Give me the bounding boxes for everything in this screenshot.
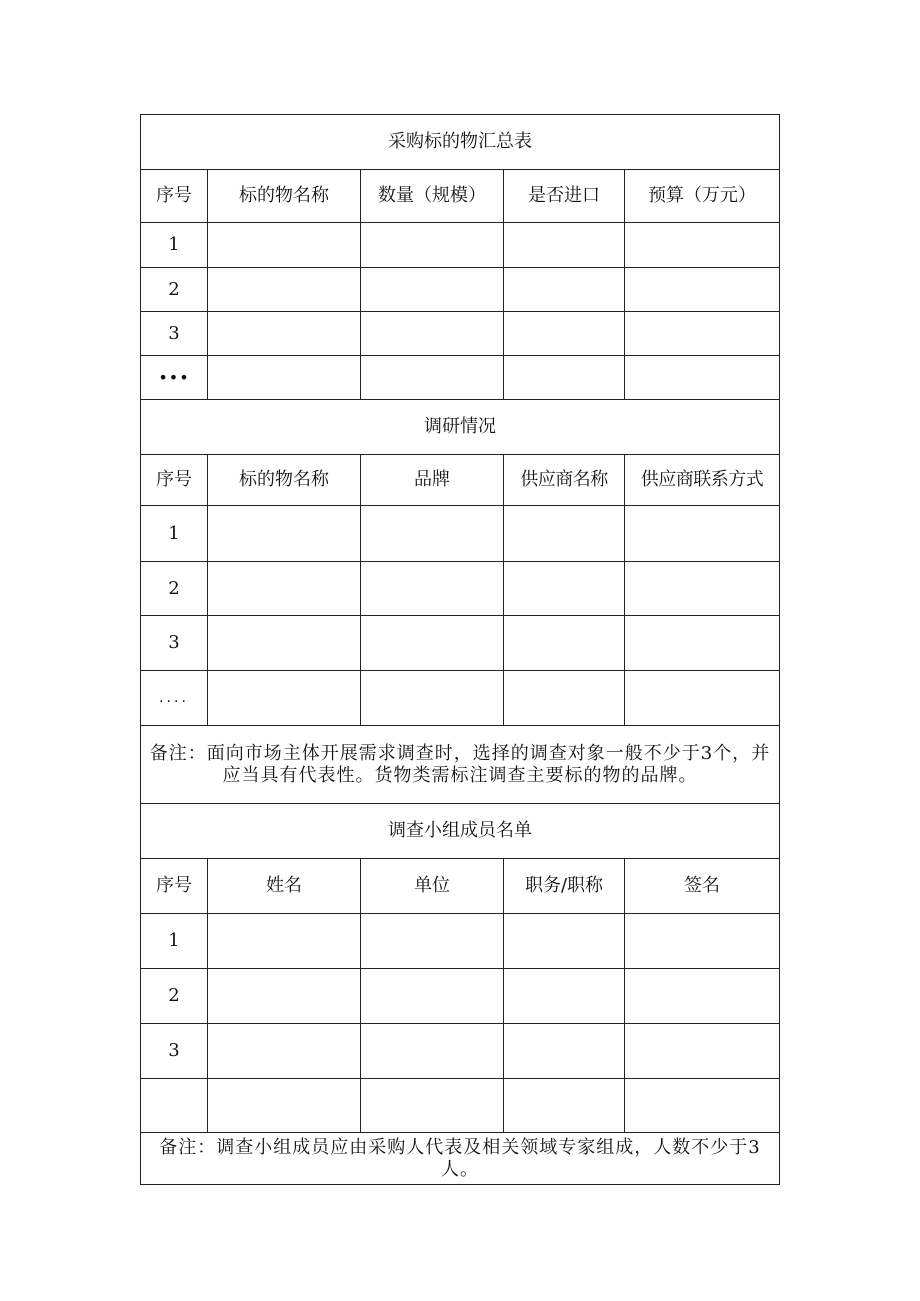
research-row-number: 3 (141, 616, 208, 671)
summary-budget-cell[interactable] (625, 356, 780, 400)
research-header-row (141, 455, 780, 506)
summary-quantity-cell[interactable] (361, 268, 504, 312)
summary-row (141, 223, 780, 268)
research-row-number: 1 (141, 506, 208, 562)
summary-header-budget: 预算（万元） (625, 170, 780, 223)
research-brand-cell[interactable] (361, 562, 504, 616)
summary-header-imported: 是否进口 (504, 170, 625, 223)
summary-title: 采购标的物汇总表 (141, 115, 780, 170)
summary-header-item-name: 标的物名称 (208, 170, 361, 223)
research-supplier-name-cell[interactable] (504, 562, 625, 616)
research-supplier-name-cell[interactable] (504, 506, 625, 562)
research-header-seq: 序号 (141, 455, 208, 506)
summary-quantity-cell[interactable] (361, 356, 504, 400)
research-header-supplier-name: 供应商名称 (504, 455, 625, 506)
summary-item-name-cell[interactable] (208, 356, 361, 400)
summary-quantity-cell[interactable] (361, 312, 504, 356)
team-unit-cell[interactable] (361, 914, 504, 969)
team-name-cell[interactable] (208, 969, 361, 1024)
research-item-name-cell[interactable] (208, 506, 361, 562)
team-note: 备注：调查小组成员应由采购人代表及相关领域专家组成，人数不少于3人。 (141, 1133, 780, 1185)
summary-budget-cell[interactable] (625, 268, 780, 312)
research-brand-cell[interactable] (361, 616, 504, 671)
team-name-cell[interactable] (208, 914, 361, 969)
team-unit-cell[interactable] (361, 969, 504, 1024)
team-signature-cell[interactable] (625, 914, 780, 969)
summary-imported-cell[interactable] (504, 356, 625, 400)
summary-imported-cell[interactable] (504, 223, 625, 268)
summary-row-number: 2 (141, 268, 208, 312)
team-row (141, 914, 780, 969)
research-row (141, 562, 780, 616)
research-row-number: .... (141, 671, 208, 726)
team-signature-cell[interactable] (625, 969, 780, 1024)
research-title: 调研情况 (141, 400, 780, 455)
summary-imported-cell[interactable] (504, 312, 625, 356)
research-header-item-name: 标的物名称 (208, 455, 361, 506)
research-row (141, 616, 780, 671)
research-header-brand: 品牌 (361, 455, 504, 506)
research-item-name-cell[interactable] (208, 562, 361, 616)
team-row (141, 1079, 780, 1133)
team-unit-cell[interactable] (361, 1024, 504, 1079)
team-position-cell[interactable] (504, 1024, 625, 1079)
team-row (141, 1024, 780, 1079)
research-header-supplier-contact: 供应商联系方式 (625, 455, 780, 506)
research-row (141, 506, 780, 562)
procurement-research-form (140, 114, 780, 1185)
research-supplier-contact-cell[interactable] (625, 562, 780, 616)
summary-row-number: 1 (141, 223, 208, 268)
team-header-row (141, 859, 780, 914)
summary-header-row (141, 170, 780, 223)
summary-header-quantity: 数量（规模） (361, 170, 504, 223)
team-header-unit: 单位 (361, 859, 504, 914)
research-note: 备注：面向市场主体开展需求调查时，选择的调查对象一般不少于3个，并应当具有代表性。货物类需标注调查主要标的物的品牌。 (141, 726, 780, 804)
team-name-cell[interactable] (208, 1079, 361, 1133)
team-header-name: 姓名 (208, 859, 361, 914)
research-supplier-name-cell[interactable] (504, 616, 625, 671)
team-position-cell[interactable] (504, 1079, 625, 1133)
team-row (141, 969, 780, 1024)
research-item-name-cell[interactable] (208, 616, 361, 671)
team-signature-cell[interactable] (625, 1024, 780, 1079)
team-row-number: 2 (141, 969, 208, 1024)
summary-item-name-cell[interactable] (208, 312, 361, 356)
research-row (141, 671, 780, 726)
research-item-name-cell[interactable] (208, 671, 361, 726)
team-header-seq: 序号 (141, 859, 208, 914)
research-supplier-name-cell[interactable] (504, 671, 625, 726)
research-supplier-contact-cell[interactable] (625, 671, 780, 726)
team-row-number: 3 (141, 1024, 208, 1079)
team-signature-cell[interactable] (625, 1079, 780, 1133)
team-header-signature: 签名 (625, 859, 780, 914)
research-row-number: 2 (141, 562, 208, 616)
summary-row-number: 3 (141, 312, 208, 356)
team-row-number (141, 1079, 208, 1133)
summary-row (141, 356, 780, 400)
team-unit-cell[interactable] (361, 1079, 504, 1133)
summary-row (141, 268, 780, 312)
summary-header-seq: 序号 (141, 170, 208, 223)
summary-row-number: ••• (141, 356, 208, 400)
summary-row (141, 312, 780, 356)
summary-quantity-cell[interactable] (361, 223, 504, 268)
team-name-cell[interactable] (208, 1024, 361, 1079)
research-brand-cell[interactable] (361, 506, 504, 562)
summary-budget-cell[interactable] (625, 223, 780, 268)
team-header-position: 职务/职称 (504, 859, 625, 914)
team-row-number: 1 (141, 914, 208, 969)
research-supplier-contact-cell[interactable] (625, 506, 780, 562)
summary-item-name-cell[interactable] (208, 223, 361, 268)
summary-budget-cell[interactable] (625, 312, 780, 356)
team-title: 调查小组成员名单 (141, 804, 780, 859)
research-supplier-contact-cell[interactable] (625, 616, 780, 671)
research-brand-cell[interactable] (361, 671, 504, 726)
summary-item-name-cell[interactable] (208, 268, 361, 312)
team-position-cell[interactable] (504, 969, 625, 1024)
summary-imported-cell[interactable] (504, 268, 625, 312)
team-position-cell[interactable] (504, 914, 625, 969)
